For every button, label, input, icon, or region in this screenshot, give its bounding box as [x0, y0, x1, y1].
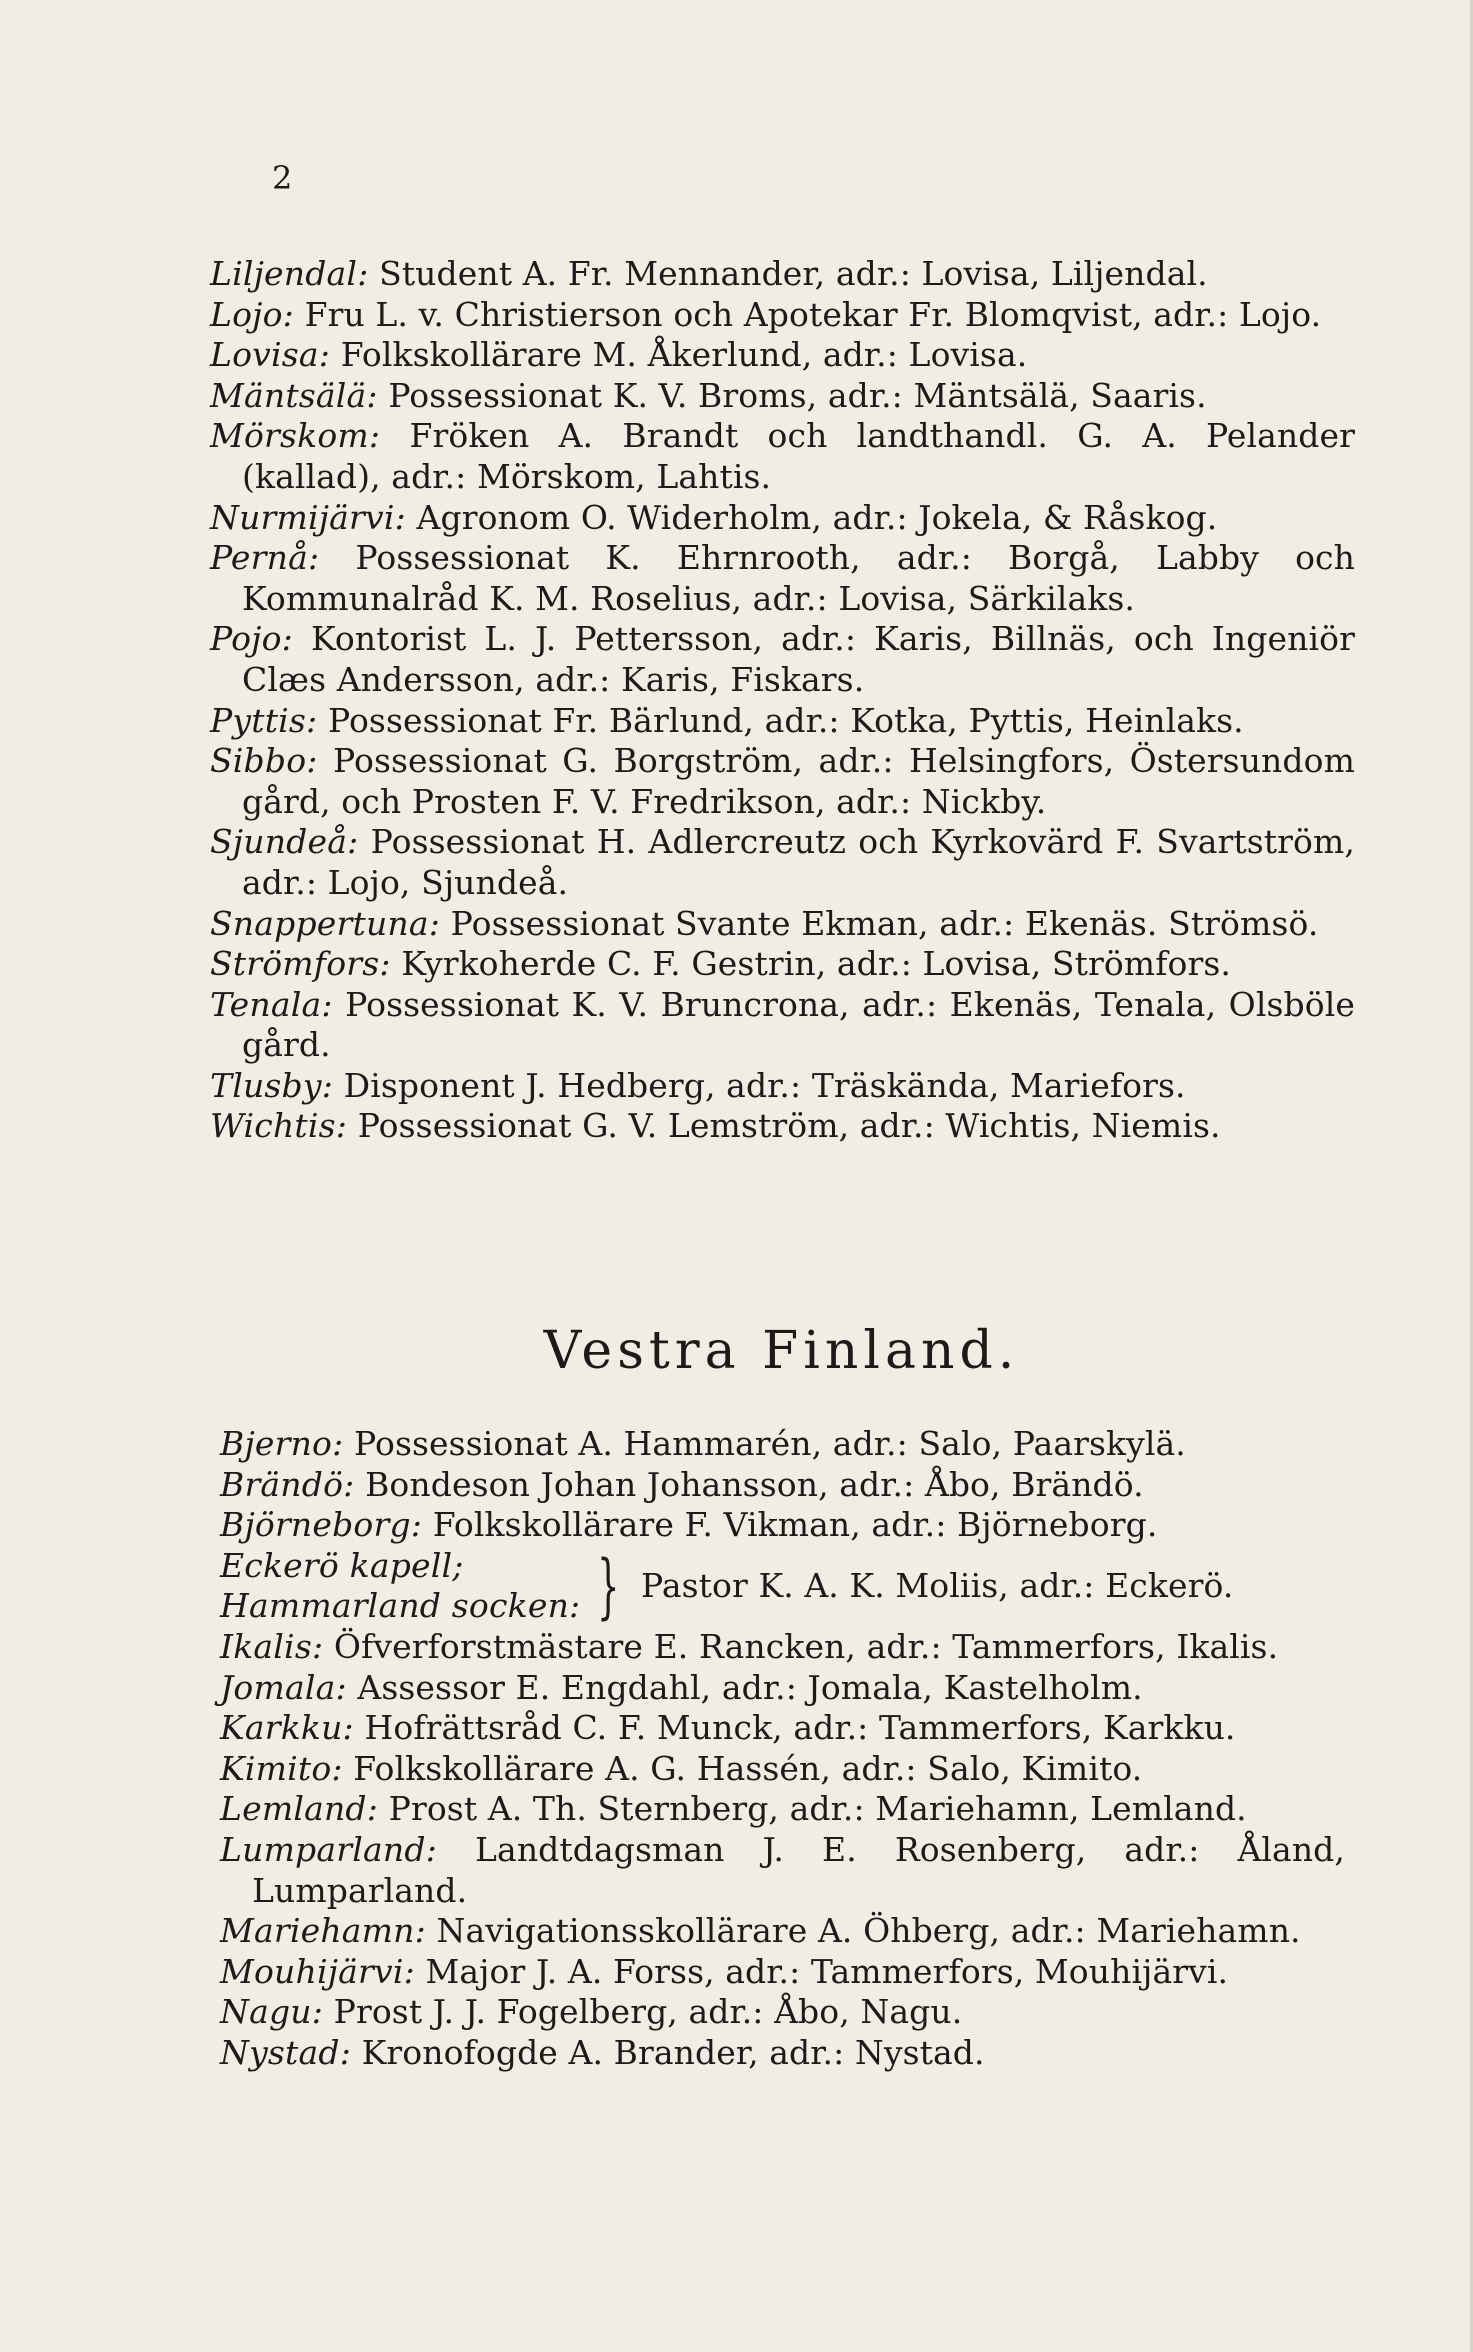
- entry-text: Navigationsskollärare A. Öhberg, adr.: Mariehamn.: [436, 1911, 1301, 1951]
- entry: [220, 1749, 1345, 1790]
- entry-text: Possessionat K. V. Broms, adr.: Mäntsälä, Saaris.: [388, 375, 1207, 415]
- entry: [210, 376, 1355, 417]
- entry: [210, 254, 1355, 295]
- entry: [220, 1830, 1345, 1911]
- entry-place: Mariehamn:: [220, 1911, 426, 1951]
- entry-text: Kyrkoherde C. F. Gestrin, adr.: Lovisa, Strömfors.: [401, 944, 1231, 984]
- entry-place: Nurmijärvi:: [210, 497, 406, 537]
- entry-place: Nagu:: [220, 1992, 324, 2032]
- entry-text: Folkskollärare F. Vikman, adr.: Björneborg.: [432, 1505, 1158, 1545]
- entry-place: Sibbo:: [210, 741, 318, 781]
- entry-place: Hammarland socken:: [220, 1586, 581, 1626]
- entry: [220, 1627, 1345, 1668]
- entry-place: Brändö:: [220, 1464, 355, 1504]
- entry-text: Possessionat K. V. Bruncrona, adr.: Ekenäs, Tenala, Olsböle gård.: [242, 984, 1355, 1065]
- entry: [210, 741, 1355, 822]
- entry: [210, 295, 1355, 336]
- entry-place: Strömfors:: [210, 944, 391, 984]
- entry: [210, 498, 1355, 539]
- entry-place: Sjundeå:: [210, 822, 359, 862]
- entry-text: Prost A. Th. Sternberg, adr.: Mariehamn, Lemland.: [388, 1789, 1247, 1829]
- entry-text: Possessionat Fr. Bärlund, adr.: Kotka, Pyttis, Heinlaks.: [327, 700, 1244, 740]
- entry-text: Possessionat G. V. Lemström, adr.: Wichtis, Niemis.: [357, 1106, 1221, 1146]
- entry-place: Kimito:: [220, 1748, 343, 1788]
- entry: [210, 985, 1355, 1066]
- brace-mark: }: [597, 1545, 620, 1628]
- entry-text: Öfverforstmästare E. Rancken, adr.: Tammerfors, Ikalis.: [333, 1626, 1279, 1666]
- entry-place: Bjerno:: [220, 1424, 344, 1463]
- entry-text: Disponent J. Hedberg, adr.: Träskända, Mariefors.: [343, 1065, 1186, 1105]
- entry-place: Karkku:: [220, 1708, 354, 1748]
- entries-top: [210, 254, 1355, 1147]
- entry-place: Lojo:: [210, 294, 294, 334]
- entry-text: Assessor E. Engdahl, adr.: Jomala, Kastelholm.: [357, 1667, 1143, 1707]
- entry: [210, 1106, 1355, 1147]
- entry-place: Mouhijärvi:: [220, 1951, 415, 1991]
- entry-place: Mäntsälä:: [210, 375, 378, 415]
- entry: [220, 1708, 1345, 1749]
- entry: [210, 822, 1355, 903]
- entry-text: Hofrättsråd C. F. Munck, adr.: Tammerfors, Karkku.: [364, 1708, 1236, 1748]
- entry: [210, 416, 1355, 497]
- entry: [210, 335, 1355, 376]
- entry-text: Bondeson Johan Johansson, adr.: Åbo, Brändö.: [365, 1464, 1144, 1504]
- entry: [220, 1505, 1345, 1546]
- entry: [220, 1424, 1345, 1465]
- entry-place: Björneborg:: [220, 1505, 423, 1545]
- entry-text: Possessionat Svante Ekman, adr.: Ekenäs. Strömsö.: [450, 903, 1319, 943]
- entry-text: Prost J. J. Fogelberg, adr.: Åbo, Nagu.: [333, 1992, 963, 2032]
- entry: [210, 701, 1355, 742]
- entry-text: Landtdagsman J. E. Rosenberg, adr.: Åland, Lumparland.: [252, 1829, 1345, 1910]
- entry-text: Agronom O. Widerholm, adr.: Jokela, & Råskog.: [416, 497, 1218, 537]
- entry-text: Student A. Fr. Mennander, adr.: Lovisa, Liljendal.: [379, 254, 1208, 293]
- entry: [220, 1668, 1345, 1709]
- entry-place: Wichtis:: [210, 1106, 348, 1146]
- entry-text: Pastor K. A. K. Moliis, adr.: Eckerö.: [641, 1566, 1234, 1606]
- entry-place: Pernå:: [210, 538, 320, 578]
- entry: [220, 1992, 1345, 2033]
- entry: [210, 944, 1355, 985]
- entry-place: Jomala:: [220, 1667, 347, 1707]
- entry: [210, 1066, 1355, 1107]
- entry-place: Liljendal:: [210, 254, 369, 293]
- entry: [220, 1952, 1345, 1993]
- entry: [210, 619, 1355, 700]
- entry-text: Fröken A. Brandt och landthandl. G. A. Pelander (kallad), adr.: Mörskom, Lahtis.: [242, 416, 1355, 496]
- joint-places: [220, 1546, 580, 1627]
- entry: [220, 1465, 1345, 1506]
- entry-place: Snappertuna:: [210, 903, 441, 943]
- entry: [220, 1789, 1345, 1830]
- entry-place: Lovisa:: [210, 335, 331, 375]
- entry: [220, 1911, 1345, 1952]
- entry-place: Ikalis:: [220, 1626, 324, 1666]
- entry-place: Pyttis:: [210, 700, 318, 740]
- page-number: 2: [272, 159, 293, 197]
- entry-text: Major J. A. Forss, adr.: Tammerfors, Mouhijärvi.: [425, 1951, 1229, 1991]
- entry: [210, 538, 1355, 619]
- entry-place: Mörskom:: [210, 416, 381, 456]
- entry-text: Folkskollärare M. Åkerlund, adr.: Lovisa.: [340, 335, 1028, 375]
- entry: [210, 904, 1355, 945]
- entry-text: Folkskollärare A. G. Hassén, adr.: Salo, Kimito.: [353, 1748, 1143, 1788]
- entry-text: Kontorist L. J. Pettersson, adr.: Karis, Billnäs, och Ingeniör Clæs Andersson, adr.: Karis, Fiskars.: [242, 619, 1355, 699]
- entries-bottom: [220, 1424, 1345, 2074]
- entry-place: Lumparland:: [220, 1829, 437, 1869]
- entry-text: Possessionat G. Borgström, adr.: Helsingfors, Östersundom gård, och Prosten F. V. Fredrikson, adr.: Nickby.: [242, 741, 1355, 821]
- entry: [220, 2033, 1345, 2074]
- entry-place: Tenala:: [210, 984, 333, 1024]
- section-heading: Vestra Finland.: [543, 1321, 1020, 1381]
- entry-text: Fru L. v. Christierson och Apotekar Fr. Blomqvist, adr.: Lojo.: [304, 294, 1322, 334]
- entry-text: Possessionat K. Ehrnrooth, adr.: Borgå, Labby och Kommunalråd K. M. Roselius, adr.: Lovisa, Särkilaks.: [242, 538, 1355, 618]
- entry-place: Lemland:: [220, 1789, 379, 1829]
- entry-place: Eckerö kapell;: [220, 1545, 464, 1585]
- entry-text: Possessionat H. Adlercreutz och Kyrkovärd F. Svartström, adr.: Lojo, Sjundeå.: [242, 822, 1355, 902]
- joint-entry: [220, 1546, 1345, 1627]
- entry-place: Tlusby:: [210, 1065, 334, 1105]
- entry-place: Pojo:: [210, 619, 293, 659]
- entry-text: Kronofogde A. Brander, adr.: Nystad.: [361, 2032, 985, 2072]
- entry-text: Possessionat A. Hammarén, adr.: Salo, Paarskylä.: [354, 1424, 1186, 1463]
- entry-place: Nystad:: [220, 2032, 352, 2072]
